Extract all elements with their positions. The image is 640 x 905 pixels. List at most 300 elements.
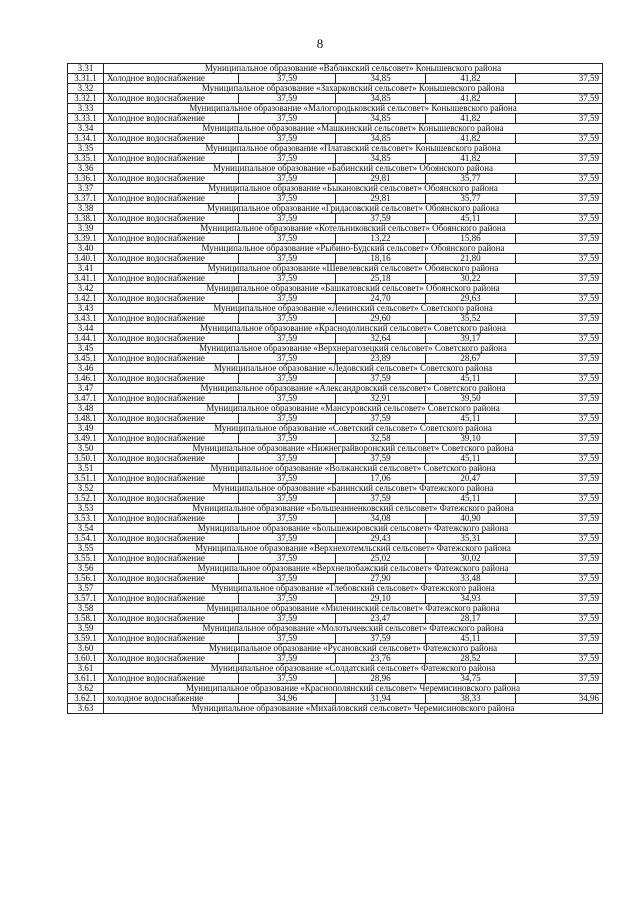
municipality-row bbox=[68, 704, 603, 714]
municipality-row bbox=[68, 344, 603, 354]
municipality-row bbox=[68, 104, 603, 114]
tariff-value: 37,59 bbox=[239, 514, 336, 524]
municipality-row bbox=[68, 364, 603, 374]
tariff-value: 37,59 bbox=[516, 654, 603, 664]
service-row bbox=[68, 614, 603, 624]
row-number: 3.52 bbox=[68, 484, 104, 494]
row-number: 3.47.1 bbox=[68, 394, 104, 404]
tariff-value: 32,91 bbox=[336, 394, 426, 404]
tariff-value: 37,59 bbox=[239, 494, 336, 504]
tariff-value: 37,59 bbox=[336, 414, 426, 424]
service-row bbox=[68, 514, 603, 524]
tariff-value: 37,59 bbox=[336, 454, 426, 464]
municipality-name: Муниципальное образование «Большеанненковский сельсовет» Фатежского района bbox=[104, 504, 603, 514]
tariff-value: 25,02 bbox=[336, 554, 426, 564]
row-number: 3.57.1 bbox=[68, 594, 104, 604]
row-number: 3.58.1 bbox=[68, 614, 104, 624]
row-number: 3.44.1 bbox=[68, 334, 104, 344]
municipality-name: Муниципальное образование «Нижнеграйворонский сельсовет» Советского района bbox=[104, 444, 603, 454]
municipality-row bbox=[68, 64, 603, 74]
municipality-row bbox=[68, 264, 603, 274]
tariff-value: 24,70 bbox=[336, 294, 426, 304]
tariff-value: 37,59 bbox=[239, 534, 336, 544]
row-number: 3.39.1 bbox=[68, 234, 104, 244]
tariff-value: 34,93 bbox=[426, 594, 516, 604]
service-row bbox=[68, 474, 603, 484]
tariff-value: 23,47 bbox=[336, 614, 426, 624]
service-row bbox=[68, 114, 603, 124]
service-name: Холодное водоснабжение bbox=[104, 434, 239, 444]
service-row bbox=[68, 494, 603, 504]
service-row bbox=[68, 394, 603, 404]
service-row bbox=[68, 674, 603, 684]
tariff-value: 37,59 bbox=[516, 594, 603, 604]
service-row bbox=[68, 234, 603, 244]
municipality-name: Муниципальное образование «Ленинский сельсовет» Советского района bbox=[104, 304, 603, 314]
tariff-value: 29,81 bbox=[336, 194, 426, 204]
service-name: Холодное водоснабжение bbox=[104, 454, 239, 464]
service-name: Холодное водоснабжение bbox=[104, 554, 239, 564]
tariff-value: 37,59 bbox=[516, 74, 603, 84]
tariff-value: 45,11 bbox=[426, 414, 516, 424]
row-number: 3.35.1 bbox=[68, 154, 104, 164]
row-number: 3.56 bbox=[68, 564, 104, 574]
tariff-value: 37,59 bbox=[239, 74, 336, 84]
service-name: Холодное водоснабжение bbox=[104, 474, 239, 484]
municipality-name: Муниципальное образование «Шевелевский сельсовет» Обоянского района bbox=[104, 264, 603, 274]
row-number: 3.49.1 bbox=[68, 434, 104, 444]
service-name: холодное водоснабжение bbox=[104, 694, 239, 704]
municipality-name: Муниципальное образование «Рыбино-Будский сельсовет» Обоянского района bbox=[104, 244, 603, 254]
tariff-value: 45,11 bbox=[426, 494, 516, 504]
row-number: 3.38.1 bbox=[68, 214, 104, 224]
tariff-value: 37,59 bbox=[516, 514, 603, 524]
tariff-value: 20,47 bbox=[426, 474, 516, 484]
tariff-value: 33,48 bbox=[426, 574, 516, 584]
municipality-row bbox=[68, 404, 603, 414]
municipality-name: Муниципальное образование «Вабликский сельсовет» Конышевского района bbox=[104, 64, 603, 74]
municipality-name: Муниципальное образование «Ледовский сельсовет» Советского района bbox=[104, 364, 603, 374]
municipality-name: Муниципальное образование «Александровский сельсовет» Советского района bbox=[104, 384, 603, 394]
municipality-name: Муниципальное образование «Башкатовский сельсовет» Обоянского района bbox=[104, 284, 603, 294]
tariff-value: 37,59 bbox=[516, 534, 603, 544]
tariff-value: 37,59 bbox=[239, 454, 336, 464]
municipality-row bbox=[68, 184, 603, 194]
tariff-value: 41,82 bbox=[426, 94, 516, 104]
row-number: 3.31.1 bbox=[68, 74, 104, 84]
row-number: 3.42 bbox=[68, 284, 104, 294]
tariff-value: 37,59 bbox=[239, 314, 336, 324]
row-number: 3.37.1 bbox=[68, 194, 104, 204]
tariff-value: 37,59 bbox=[239, 614, 336, 624]
row-number: 3.54.1 bbox=[68, 534, 104, 544]
tariff-value: 37,59 bbox=[516, 154, 603, 164]
row-number: 3.46 bbox=[68, 364, 104, 374]
tariff-value: 30,02 bbox=[426, 554, 516, 564]
service-row bbox=[68, 694, 603, 704]
service-name: Холодное водоснабжение bbox=[104, 594, 239, 604]
tariff-value: 37,59 bbox=[516, 674, 603, 684]
service-row bbox=[68, 174, 603, 184]
tariff-value: 32,58 bbox=[336, 434, 426, 444]
tariff-value: 29,63 bbox=[426, 294, 516, 304]
service-row bbox=[68, 134, 603, 144]
row-number: 3.41 bbox=[68, 264, 104, 274]
service-name: Холодное водоснабжение bbox=[104, 394, 239, 404]
municipality-name: Муниципальное образование «Бабинский сельсовет» Обоянского района bbox=[104, 164, 603, 174]
tariff-value: 37,59 bbox=[516, 334, 603, 344]
tariff-value: 37,59 bbox=[239, 434, 336, 444]
service-name: Холодное водоснабжение bbox=[104, 194, 239, 204]
row-number: 3.53 bbox=[68, 504, 104, 514]
row-number: 3.43 bbox=[68, 304, 104, 314]
row-number: 3.61.1 bbox=[68, 674, 104, 684]
municipality-row bbox=[68, 224, 603, 234]
municipality-row bbox=[68, 644, 603, 654]
row-number: 3.62 bbox=[68, 684, 104, 694]
row-number: 3.36.1 bbox=[68, 174, 104, 184]
municipality-row bbox=[68, 204, 603, 214]
tariff-value: 37,59 bbox=[239, 154, 336, 164]
tariff-value: 37,59 bbox=[239, 674, 336, 684]
service-name: Холодное водоснабжение bbox=[104, 674, 239, 684]
service-name: Холодное водоснабжение bbox=[104, 514, 239, 524]
row-number: 3.59 bbox=[68, 624, 104, 634]
service-row bbox=[68, 554, 603, 564]
tariff-value: 37,59 bbox=[239, 194, 336, 204]
municipality-name: Муниципальное образование «Большежировский сельсовет» Фатежского района bbox=[104, 524, 603, 534]
tariff-value: 37,59 bbox=[516, 554, 603, 564]
tariff-value: 45,11 bbox=[426, 454, 516, 464]
tariff-value: 34,85 bbox=[336, 134, 426, 144]
row-number: 3.53.1 bbox=[68, 514, 104, 524]
municipality-name: Муниципальное образование «Михайловский сельсовет» Черемисиновского района bbox=[104, 704, 603, 714]
tariff-value: 23,89 bbox=[336, 354, 426, 364]
municipality-name: Муниципальное образование «Краснополянский сельсовет» Черемисиновского района bbox=[104, 684, 603, 694]
service-row bbox=[68, 274, 603, 284]
tariff-value: 17,06 bbox=[336, 474, 426, 484]
row-number: 3.45.1 bbox=[68, 354, 104, 364]
tariff-value: 37,59 bbox=[516, 454, 603, 464]
service-row bbox=[68, 314, 603, 324]
row-number: 3.41.1 bbox=[68, 274, 104, 284]
municipality-row bbox=[68, 604, 603, 614]
tariff-value: 37,59 bbox=[239, 634, 336, 644]
service-row bbox=[68, 254, 603, 264]
tariff-value: 34,85 bbox=[336, 94, 426, 104]
service-row bbox=[68, 374, 603, 384]
tariff-value: 37,59 bbox=[239, 94, 336, 104]
row-number: 3.59.1 bbox=[68, 634, 104, 644]
row-number: 3.57 bbox=[68, 584, 104, 594]
service-row bbox=[68, 414, 603, 424]
service-row bbox=[68, 74, 603, 84]
row-number: 3.50 bbox=[68, 444, 104, 454]
municipality-name: Муниципальное образование «Советский сельсовет» Советского района bbox=[104, 424, 603, 434]
tariff-value: 18,16 bbox=[336, 254, 426, 264]
tariff-value: 37,59 bbox=[516, 94, 603, 104]
service-name: Холодное водоснабжение bbox=[104, 374, 239, 384]
tariff-value: 41,82 bbox=[426, 134, 516, 144]
tariff-value: 37,59 bbox=[516, 214, 603, 224]
tariff-value: 34,85 bbox=[336, 114, 426, 124]
tariff-value: 28,52 bbox=[426, 654, 516, 664]
tariff-value: 37,59 bbox=[239, 414, 336, 424]
service-name: Холодное водоснабжение bbox=[104, 494, 239, 504]
municipality-row bbox=[68, 324, 603, 334]
service-row bbox=[68, 214, 603, 224]
tariff-value: 37,59 bbox=[516, 134, 603, 144]
tariff-value: 37,59 bbox=[239, 334, 336, 344]
tariff-value: 37,59 bbox=[336, 494, 426, 504]
tariff-value: 21,80 bbox=[426, 254, 516, 264]
row-number: 3.55 bbox=[68, 544, 104, 554]
tariff-value: 23,76 bbox=[336, 654, 426, 664]
row-number: 3.62.1 bbox=[68, 694, 104, 704]
tariff-value: 37,59 bbox=[516, 174, 603, 184]
row-number: 3.33 bbox=[68, 104, 104, 114]
municipality-name: Муниципальное образование «Молотычевский сельсовет» Фатежского района bbox=[104, 624, 603, 634]
row-number: 3.43.1 bbox=[68, 314, 104, 324]
tariff-value: 13,22 bbox=[336, 234, 426, 244]
service-name: Холодное водоснабжение bbox=[104, 334, 239, 344]
tariff-value: 37,59 bbox=[516, 414, 603, 424]
tariff-value: 37,59 bbox=[516, 394, 603, 404]
tariff-value: 31,94 bbox=[336, 694, 426, 704]
row-number: 3.63 bbox=[68, 704, 104, 714]
service-row bbox=[68, 434, 603, 444]
tariff-value: 37,59 bbox=[239, 374, 336, 384]
row-number: 3.40 bbox=[68, 244, 104, 254]
municipality-name: Муниципальное образование «Краснодолинский сельсовет» Советского района bbox=[104, 324, 603, 334]
tariff-value: 37,59 bbox=[516, 274, 603, 284]
tariff-value: 37,59 bbox=[239, 274, 336, 284]
row-number: 3.50.1 bbox=[68, 454, 104, 464]
municipality-name: Муниципальное образование «Верхнерагозецкий сельсовет» Советского района bbox=[104, 344, 603, 354]
municipality-row bbox=[68, 444, 603, 454]
row-number: 3.47 bbox=[68, 384, 104, 394]
service-name: Холодное водоснабжение bbox=[104, 354, 239, 364]
municipality-name: Муниципальное образование «Глебовский сельсовет» Фатежского района bbox=[104, 584, 603, 594]
tariff-value: 37,59 bbox=[516, 634, 603, 644]
municipality-row bbox=[68, 84, 603, 94]
row-number: 3.32 bbox=[68, 84, 104, 94]
row-number: 3.32.1 bbox=[68, 94, 104, 104]
row-number: 3.36 bbox=[68, 164, 104, 174]
tariff-value: 37,59 bbox=[239, 654, 336, 664]
tariff-value: 37,59 bbox=[336, 374, 426, 384]
tariff-value: 37,59 bbox=[239, 394, 336, 404]
municipality-name: Муниципальное образование «Банинский сельсовет» Фатежского района bbox=[104, 484, 603, 494]
municipality-name: Муниципальное образование «Мансуровский сельсовет» Советского района bbox=[104, 404, 603, 414]
row-number: 3.40.1 bbox=[68, 254, 104, 264]
tariff-value: 37,59 bbox=[239, 294, 336, 304]
row-number: 3.46.1 bbox=[68, 374, 104, 384]
tariff-value: 37,59 bbox=[239, 174, 336, 184]
row-number: 3.52.1 bbox=[68, 494, 104, 504]
tariff-value: 34,85 bbox=[336, 154, 426, 164]
service-name: Холодное водоснабжение bbox=[104, 174, 239, 184]
tariff-value: 37,59 bbox=[516, 354, 603, 364]
tariff-value: 39,50 bbox=[426, 394, 516, 404]
tariff-value: 29,10 bbox=[336, 594, 426, 604]
tariff-value: 37,59 bbox=[239, 114, 336, 124]
row-number: 3.33.1 bbox=[68, 114, 104, 124]
tariff-value: 37,59 bbox=[516, 494, 603, 504]
tariff-value: 45,11 bbox=[426, 214, 516, 224]
municipality-row bbox=[68, 564, 603, 574]
row-number: 3.34 bbox=[68, 124, 104, 134]
service-row bbox=[68, 294, 603, 304]
municipality-name: Муниципальное образование «Солдатский сельсовет» Фатежского района bbox=[104, 664, 603, 674]
tariff-value: 37,59 bbox=[516, 294, 603, 304]
municipality-row bbox=[68, 384, 603, 394]
tariff-value: 37,59 bbox=[516, 374, 603, 384]
service-row bbox=[68, 194, 603, 204]
municipality-name: Муниципальное образование «Машкинский сельсовет» Конышевского района bbox=[104, 124, 603, 134]
tariff-value: 38,33 bbox=[426, 694, 516, 704]
tariff-value: 28,17 bbox=[426, 614, 516, 624]
tariff-value: 37,59 bbox=[239, 574, 336, 584]
tariff-value: 34,75 bbox=[426, 674, 516, 684]
row-number: 3.54 bbox=[68, 524, 104, 534]
tariff-value: 39,17 bbox=[426, 334, 516, 344]
service-name: Холодное водоснабжение bbox=[104, 234, 239, 244]
municipality-row bbox=[68, 624, 603, 634]
tariff-value: 37,59 bbox=[239, 234, 336, 244]
row-number: 3.51.1 bbox=[68, 474, 104, 484]
municipality-name: Муниципальное образование «Гридасовский сельсовет» Обоянского района bbox=[104, 204, 603, 214]
service-name: Холодное водоснабжение bbox=[104, 114, 239, 124]
service-name: Холодное водоснабжение bbox=[104, 534, 239, 544]
tariff-value: 27,90 bbox=[336, 574, 426, 584]
tariff-value: 35,77 bbox=[426, 174, 516, 184]
tariff-value: 37,59 bbox=[336, 634, 426, 644]
tariff-value: 28,96 bbox=[336, 674, 426, 684]
tariff-value: 37,59 bbox=[239, 474, 336, 484]
service-name: Холодное водоснабжение bbox=[104, 94, 239, 104]
municipality-row bbox=[68, 684, 603, 694]
tariff-value: 37,59 bbox=[516, 434, 603, 444]
municipality-name: Муниципальное образование «Миленинский сельсовет» Фатежского района bbox=[104, 604, 603, 614]
service-row bbox=[68, 534, 603, 544]
row-number: 3.56.1 bbox=[68, 574, 104, 584]
row-number: 3.51 bbox=[68, 464, 104, 474]
tariff-value: 34,96 bbox=[516, 694, 603, 704]
row-number: 3.58 bbox=[68, 604, 104, 614]
municipality-name: Муниципальное образование «Волжанский сельсовет» Советского района bbox=[104, 464, 603, 474]
row-number: 3.60.1 bbox=[68, 654, 104, 664]
row-number: 3.48.1 bbox=[68, 414, 104, 424]
service-row bbox=[68, 594, 603, 604]
tariff-value: 29,81 bbox=[336, 174, 426, 184]
tariff-value: 35,77 bbox=[426, 194, 516, 204]
tariff-value: 41,82 bbox=[426, 74, 516, 84]
tariff-value: 37,59 bbox=[516, 314, 603, 324]
service-name: Холодное водоснабжение bbox=[104, 634, 239, 644]
tariff-value: 37,59 bbox=[516, 254, 603, 264]
municipality-row bbox=[68, 664, 603, 674]
tariff-value: 37,59 bbox=[239, 354, 336, 364]
municipality-name: Муниципальное образование «Платавский сельсовет» Конышевского района bbox=[104, 144, 603, 154]
tariff-table bbox=[67, 63, 603, 714]
service-name: Холодное водоснабжение bbox=[104, 154, 239, 164]
service-name: Холодное водоснабжение bbox=[104, 654, 239, 664]
municipality-row bbox=[68, 544, 603, 554]
municipality-row bbox=[68, 164, 603, 174]
row-number: 3.61 bbox=[68, 664, 104, 674]
row-number: 3.38 bbox=[68, 204, 104, 214]
tariff-value: 28,67 bbox=[426, 354, 516, 364]
tariff-value: 41,82 bbox=[426, 114, 516, 124]
tariff-value: 37,59 bbox=[516, 614, 603, 624]
tariff-value: 37,59 bbox=[239, 134, 336, 144]
service-name: Холодное водоснабжение bbox=[104, 614, 239, 624]
tariff-value: 37,59 bbox=[239, 554, 336, 564]
tariff-value: 29,60 bbox=[336, 314, 426, 324]
municipality-row bbox=[68, 304, 603, 314]
municipality-name: Муниципальное образование «Малогородьковский сельсовет» Конышевского района bbox=[104, 104, 603, 114]
municipality-row bbox=[68, 124, 603, 134]
municipality-row bbox=[68, 504, 603, 514]
tariff-value: 37,59 bbox=[516, 234, 603, 244]
tariff-value: 41,82 bbox=[426, 154, 516, 164]
row-number: 3.44 bbox=[68, 324, 104, 334]
service-row bbox=[68, 634, 603, 644]
tariff-value: 34,96 bbox=[239, 694, 336, 704]
tariff-value: 35,52 bbox=[426, 314, 516, 324]
tariff-value: 34,85 bbox=[336, 74, 426, 84]
municipality-row bbox=[68, 584, 603, 594]
tariff-value: 32,64 bbox=[336, 334, 426, 344]
tariff-value: 40,90 bbox=[426, 514, 516, 524]
service-row bbox=[68, 94, 603, 104]
service-row bbox=[68, 574, 603, 584]
service-row bbox=[68, 654, 603, 664]
municipality-row bbox=[68, 284, 603, 294]
tariff-value: 45,11 bbox=[426, 634, 516, 644]
municipality-name: Муниципальное образование «Захарковский сельсовет» Конышевского района bbox=[104, 84, 603, 94]
tariff-value: 37,59 bbox=[516, 194, 603, 204]
municipality-name: Муниципальное образование «Верхнехотемльский сельсовет» Фатежского района bbox=[104, 544, 603, 554]
tariff-value: 37,59 bbox=[516, 114, 603, 124]
service-name: Холодное водоснабжение bbox=[104, 414, 239, 424]
tariff-value: 25,18 bbox=[336, 274, 426, 284]
row-number: 3.60 bbox=[68, 644, 104, 654]
municipality-row bbox=[68, 484, 603, 494]
row-number: 3.39 bbox=[68, 224, 104, 234]
row-number: 3.48 bbox=[68, 404, 104, 414]
municipality-row bbox=[68, 464, 603, 474]
tariff-value: 37,59 bbox=[239, 214, 336, 224]
municipality-row bbox=[68, 144, 603, 154]
tariff-value: 29,43 bbox=[336, 534, 426, 544]
service-name: Холодное водоснабжение bbox=[104, 74, 239, 84]
page-number: 8 bbox=[316, 36, 324, 51]
row-number: 3.49 bbox=[68, 424, 104, 434]
row-number: 3.34.1 bbox=[68, 134, 104, 144]
tariff-value: 35,31 bbox=[426, 534, 516, 544]
service-row bbox=[68, 354, 603, 364]
service-name: Холодное водоснабжение bbox=[104, 294, 239, 304]
service-name: Холодное водоснабжение bbox=[104, 314, 239, 324]
service-row bbox=[68, 334, 603, 344]
service-row bbox=[68, 454, 603, 464]
tariff-value: 37,59 bbox=[239, 254, 336, 264]
service-row bbox=[68, 154, 603, 164]
municipality-row bbox=[68, 424, 603, 434]
service-name: Холодное водоснабжение bbox=[104, 574, 239, 584]
